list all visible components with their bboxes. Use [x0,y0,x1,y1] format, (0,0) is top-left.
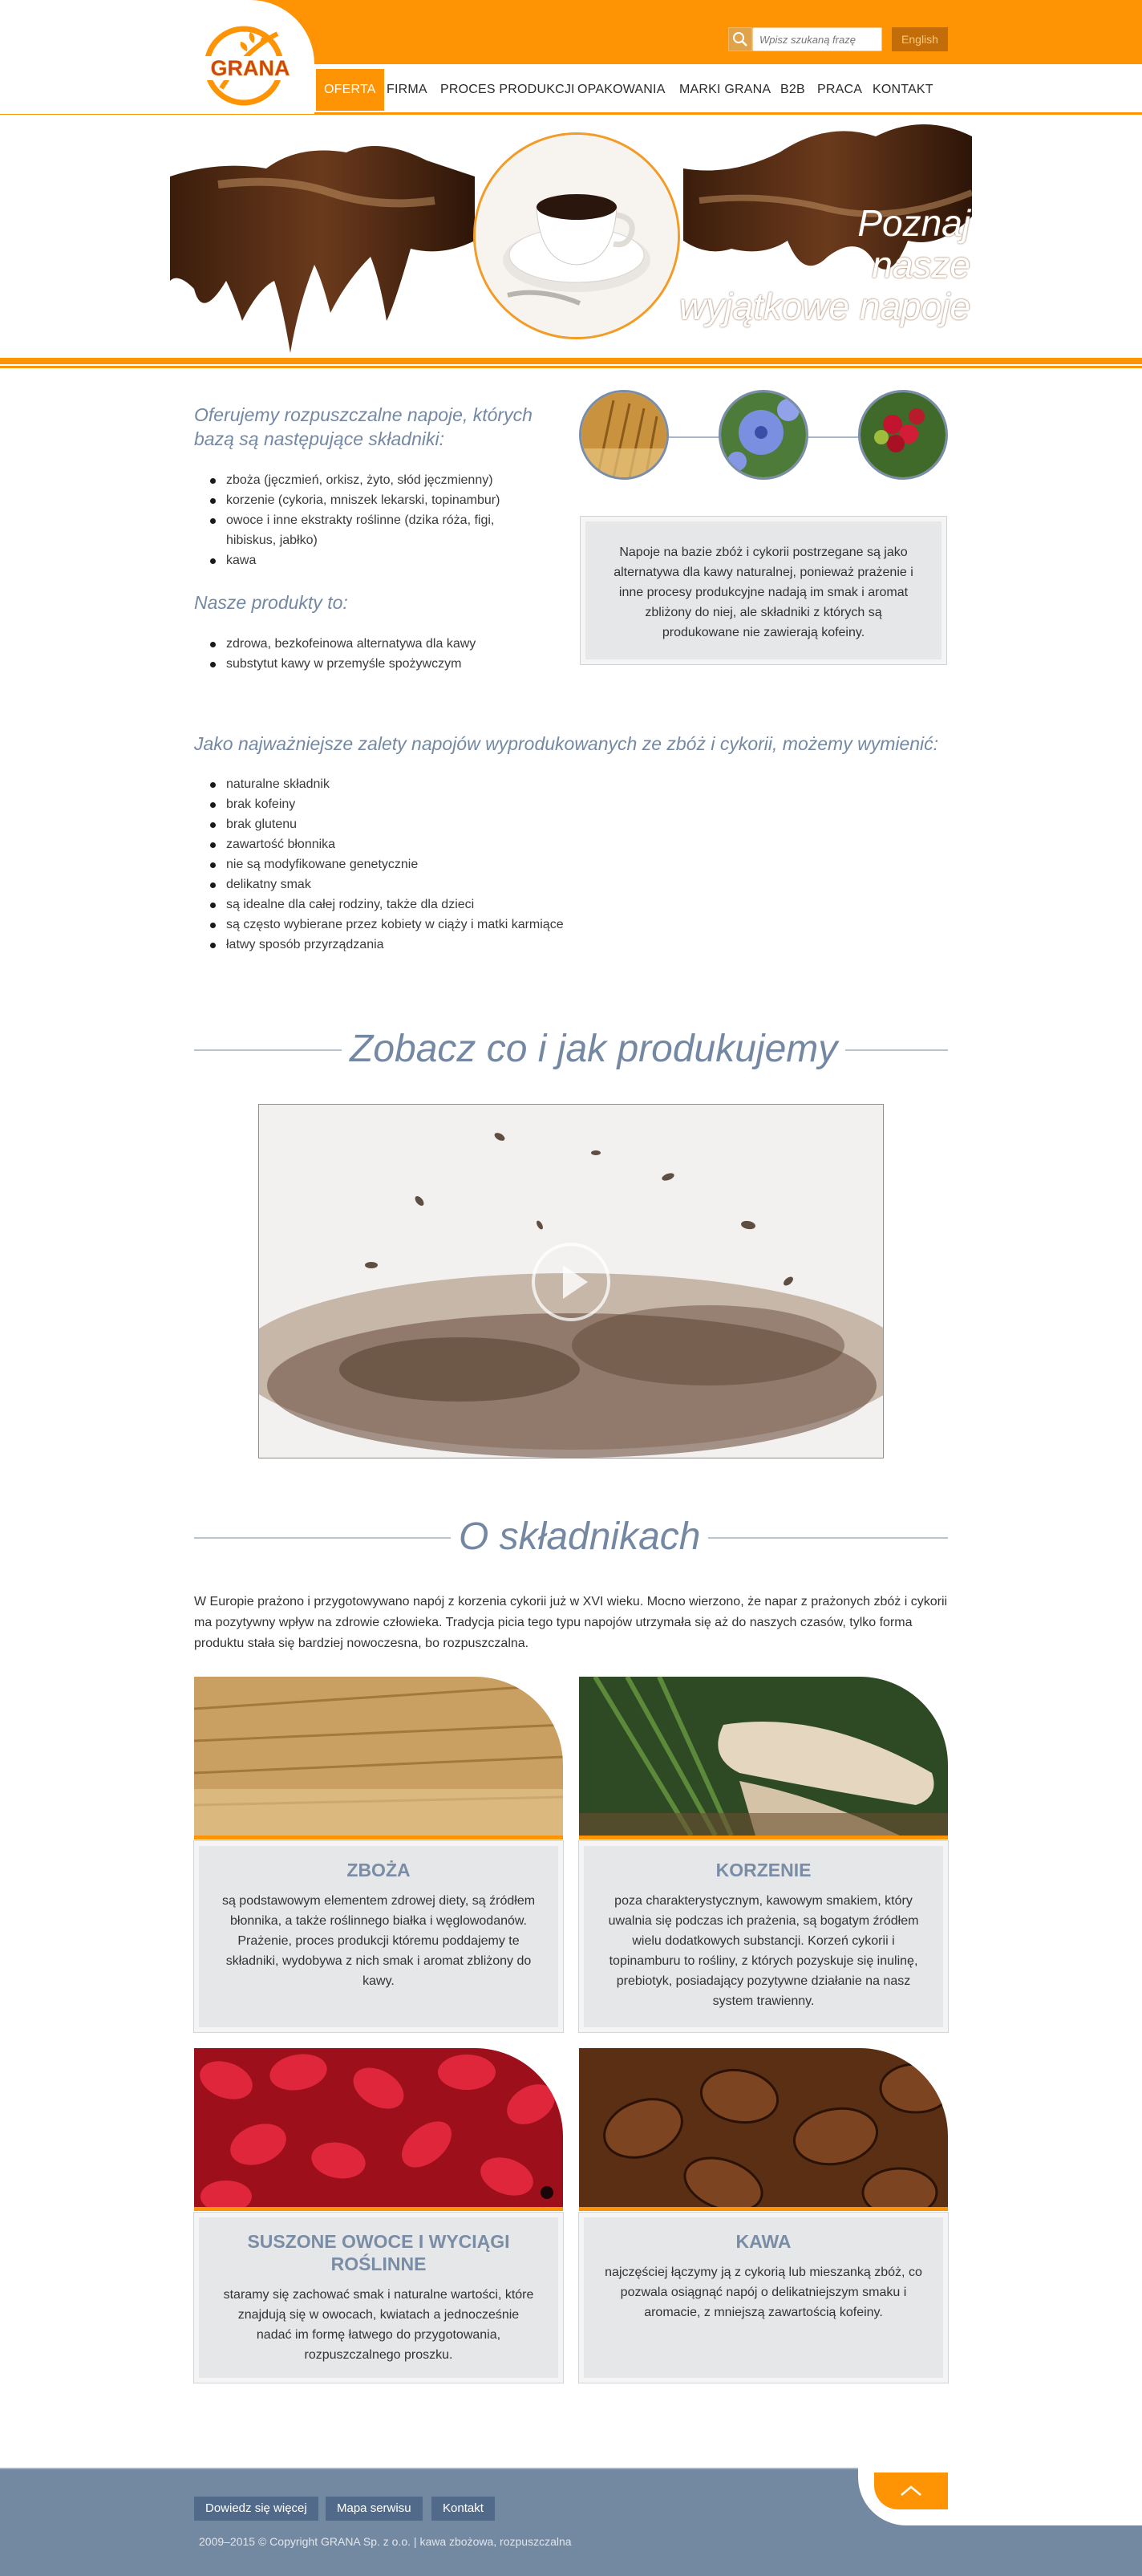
card-title: KORZENIE [715,1860,812,1880]
video-section-title: Zobacz co i jak produkujemy [342,1025,845,1073]
list-item: są idealne dla całej rodziny, także dla dzieci [194,895,755,915]
grain-thumbnail [579,390,669,480]
list-item: są często wybierane przez kobiety w ciąży i matki karmiące [194,915,755,935]
play-icon[interactable] [532,1243,610,1321]
footer-link-contact[interactable]: Kontakt [431,2497,495,2521]
list-item: nie są modyfikowane genetycznie [194,854,755,874]
list-item: brak kofeiny [194,794,755,814]
grain-image [194,1677,563,1836]
ingredients-section-title: O składnikach [451,1513,708,1561]
info-box: Napoje na bazie zbóż i cykorii postrzegane są jako alternatywa dla kawy naturalnej, ponieważ prażenie i inne procesy produkcyjne nadają im smak i aromat zbliżony do niej, ale składniki z których są produkowane nie zawierają kofeiny. [581,517,946,664]
roots-image [579,1677,948,1836]
hero-line-3: wyjątkowe napoje [678,286,970,327]
nav-proces-produkcji[interactable]: PROCES PRODUKCJI [440,83,575,96]
list-item: naturalne składnik [194,774,755,794]
nav-kontakt[interactable]: KONTAKT [873,83,933,96]
card-text: są podstawowym elementem zdrowej diety, są źródłem błonnika, a także roślinnego białka i węglowodanów. Prażenie, proces produkcji któremu poddajemy te składniki, wydobywa z nich smak i aromat zbliżony do kawy. [221,1894,536,1988]
hero-line-1: Poznaj [857,202,970,244]
list-item: zawartość błonnika [194,834,755,854]
card-title: ZBOŻA [346,1860,411,1880]
nav-firma[interactable]: FIRMA [387,83,427,96]
coffee-berries-thumbnail [858,390,948,480]
hero-slogan [658,202,970,327]
nav-marki-grana[interactable]: MARKI GRANA [679,83,771,96]
list-item: brak glutenu [194,814,755,834]
search-button[interactable] [728,27,752,51]
rosehip-image [194,2048,563,2207]
search-input[interactable] [752,27,882,51]
ingredients-intro: W Europie prażono i przygotowywano napój z korzenia cykorii już w XVI wieku. Mocno wierzono, że napar z prażonych zbóż i cykorii ma pozytywny wpływ na zdrowie człowieka. Tradycja picia tego typu napojów utrzymała się aż do naszych czasów, tylko forma produktu stała się bardziej nowoczesna, bo rozpuszczalna. [194,1595,948,1650]
coffee-beans-image [579,2048,948,2207]
card-text: staramy się zachować smak i naturalne wartości, które znajdują się w owocach, kwiatach a jednocześnie nadać im formę łatwego do przygotowania, rozpuszczalnego proszku. [223,2288,534,2362]
list-item: zboża (jęczmień, orkisz, żyto, słód jęczmienny) [194,470,547,490]
nav-opakowania[interactable]: OPAKOWANIA [577,83,666,96]
list-item: substytut kawy w przemyśle spożywczym [194,654,547,674]
list-item: korzenie (cykoria, mniszek lekarski, topinambur) [194,490,547,510]
grana-logo[interactable] [197,26,303,106]
ingredients-list [194,470,547,570]
nav-praca[interactable]: PRACA [817,83,863,96]
hero-line-2: nasze [872,244,970,286]
card-accent [194,2207,563,2211]
logo-text: GRANA [210,56,290,80]
hero-divider-thin [0,366,1142,368]
english-button[interactable]: English [892,27,948,51]
card-title: KAWA [735,2231,792,2252]
list-item: kawa [194,550,547,570]
card-body [194,2213,563,2383]
card-accent [579,2207,948,2211]
nav-b2b[interactable]: B2B [780,83,805,96]
advantages-list [194,774,755,955]
card-body [579,2213,948,2383]
advantages-heading: Jako najważniejsze zalety napojów wyprodukowanych ze zbóż i cykorii, możemy wymienić: [194,733,939,754]
card-accent [579,1836,948,1840]
back-to-top-button[interactable] [874,2473,948,2509]
video-player[interactable] [258,1104,884,1458]
card-accent [194,1836,563,1840]
card-text: najczęściej łączymy ją z cykorią lub mieszanką zbóż, co pozwala osiągnąć napój o delikatniejszym smaku i aromacie, z mniejszą zawartością kofeiny. [605,2266,922,2319]
card-text: poza charakterystycznym, kawowym smakiem, który uwalnia się podczas ich prażenia, są bogatym źródłem wielu dodatkowych substancji. Korzeń cykorii i topinamburu to rośliny, z których pozyskuje się inulinę, prebiotyk, posiadający pozytywne działanie na nasz system trawienny. [608,1894,919,2008]
products-list [194,634,547,674]
products-heading: Nasze produkty to: [194,592,348,613]
offer-heading: Oferujemy rozpuszczalne napoje, których bazą są następujące składniki: [194,404,533,449]
card-body [194,1841,563,2032]
chevron-up-icon [874,2473,948,2509]
list-item: łatwy sposób przyrządzania [194,935,755,955]
nav-oferta[interactable]: OFERTA [316,69,384,111]
copyright: 2009–2015 © Copyright GRANA Sp. z o.o. | kawa zbożowa, rozpuszczalna [199,2535,572,2548]
card-title: SUSZONE OWOCE I WYCIĄGI ROŚLINNE [247,2231,510,2274]
footer-link-more[interactable]: Dowiedz się więcej [194,2497,318,2521]
card-body [579,1841,948,2032]
coffee-cup-image [473,132,680,339]
chicory-flower-thumbnail [719,390,808,480]
footer-link-sitemap[interactable]: Mapa serwisu [326,2497,423,2521]
list-item: delikatny smak [194,874,755,895]
hero-divider [0,358,1142,364]
list-item: zdrowa, bezkofeinowa alternatywa dla kawy [194,634,547,654]
search-icon [729,28,751,51]
list-item: owoce i inne ekstrakty roślinne (dzika róża, figi, hibiskus, jabłko) [194,510,547,550]
